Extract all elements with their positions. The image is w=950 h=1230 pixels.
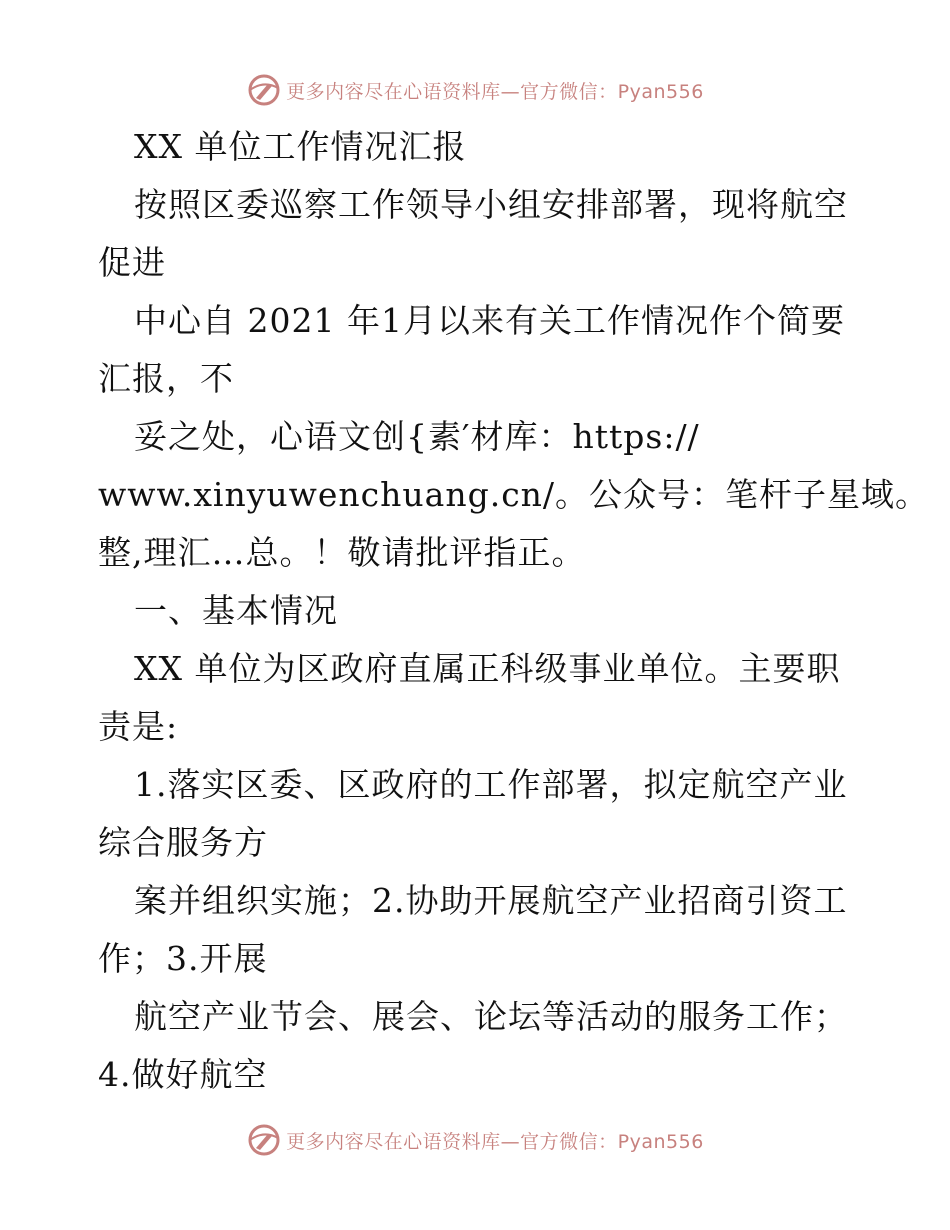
watermark-banner-bottom	[0, 1120, 950, 1160]
doc-line: 作；3.开展	[98, 939, 268, 978]
doc-line: 4.做好航空	[98, 1055, 268, 1094]
doc-line: 妥之处，心语文创{素′材库：https://	[134, 417, 700, 456]
watermark-banner-top	[0, 70, 950, 110]
doc-line: 整,理汇…总。！敬请批评指正。	[98, 533, 586, 572]
doc-line: 责是:	[98, 707, 179, 746]
doc-line: 综合服务方	[98, 823, 268, 862]
doc-line: www.xinyuwenchuang.cn/。公众号：笔杆子星域。	[98, 475, 930, 514]
doc-line: 1.落实区委、区政府的工作部署，拟定航空产业	[134, 765, 848, 804]
doc-line: 航空产业节会、展会、论坛等活动的服务工作；	[134, 997, 848, 1036]
doc-line: 按照区委巡察工作领导小组安排部署，现将航空	[134, 185, 848, 224]
doc-line: 汇报，不	[98, 359, 234, 398]
doc-line: 一、基本情况	[134, 591, 338, 630]
pen-logo-icon	[246, 72, 282, 108]
pen-logo-icon	[246, 1122, 282, 1158]
doc-line: 促进	[98, 243, 166, 282]
document-body	[98, 118, 930, 1104]
watermark-text: 更多内容尽在心语资料库—官方微信：Pyan556	[286, 1130, 704, 1153]
doc-line: XX 单位为区政府直属正科级事业单位。主要职	[134, 649, 841, 688]
doc-line: XX 单位工作情况汇报	[134, 127, 467, 166]
watermark-text: 更多内容尽在心语资料库—官方微信：Pyan556	[286, 80, 704, 103]
doc-line: 中心自 2021 年1月以来有关工作情况作个简要	[134, 301, 845, 340]
doc-line: 案并组织实施；2.协助开展航空产业招商引资工	[134, 881, 848, 920]
